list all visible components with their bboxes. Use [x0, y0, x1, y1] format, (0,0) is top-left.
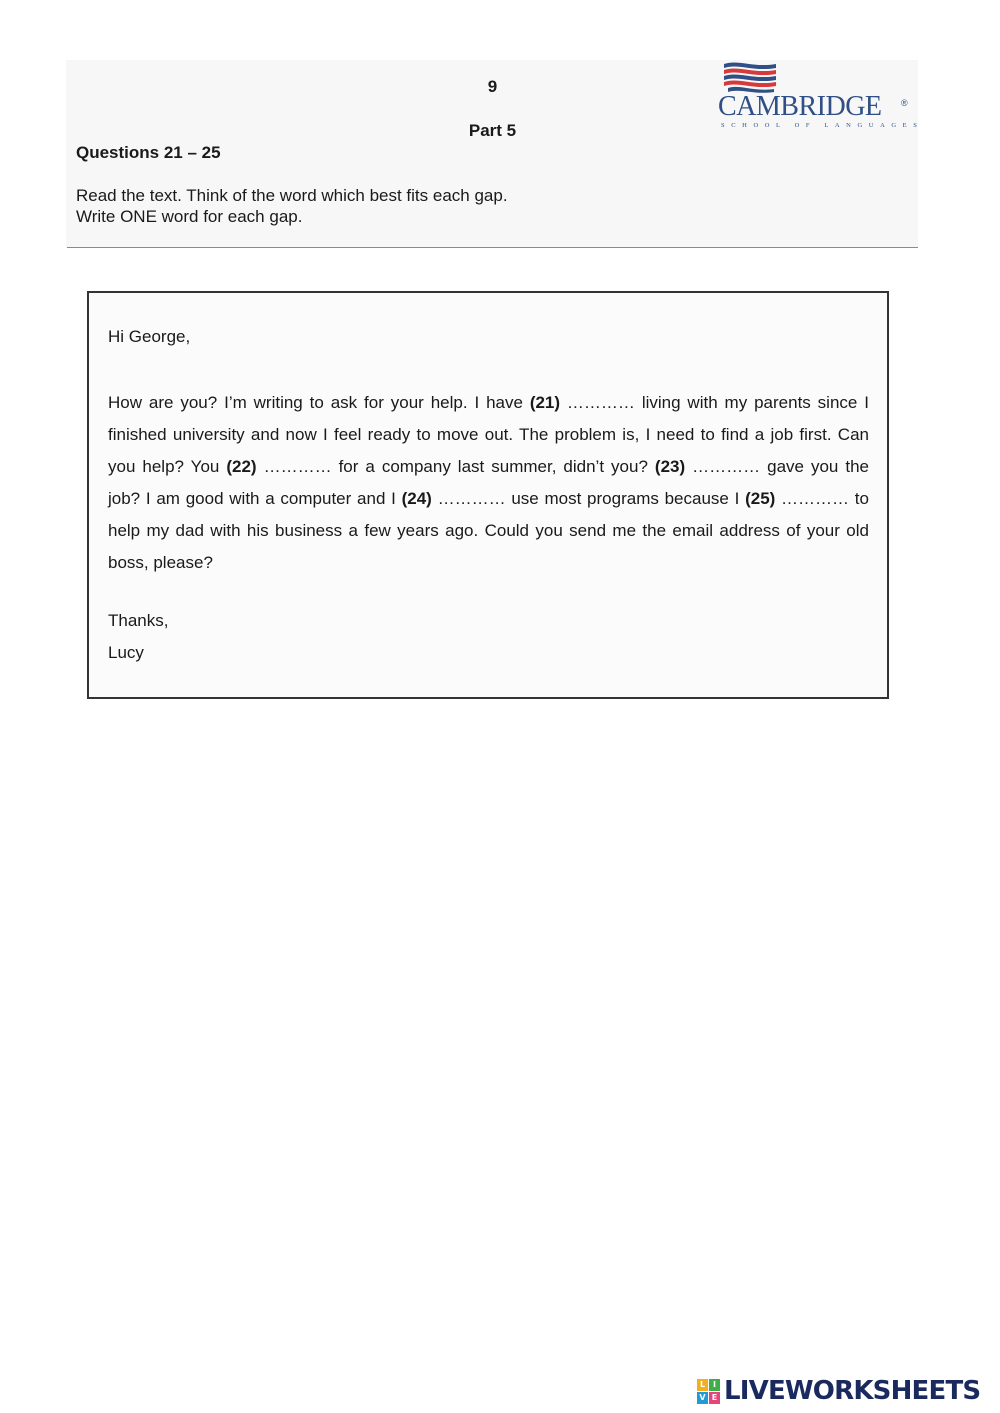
gap-21[interactable]	[530, 393, 642, 412]
logo-subtitle: SCHOOL OF LANGUAGES	[721, 122, 924, 129]
instruction-line: Read the text. Think of the word which best fits each gap.	[76, 186, 508, 205]
gap-dots[interactable]: …………	[431, 489, 512, 508]
letter-body	[108, 387, 869, 579]
letter-blocks-icon	[697, 1379, 721, 1405]
gap-dots[interactable]: …………	[775, 489, 855, 508]
cambridge-logo	[718, 60, 924, 132]
liveworksheets-logo	[697, 1377, 997, 1409]
letter-text-segment: to help my dad with his business a few years ago. Could you send me the email address of your old boss, please?	[108, 489, 869, 572]
letter-text-segment: gave you the job? I am good with a computer and I	[108, 457, 870, 508]
gap-number: (22)	[226, 457, 257, 476]
gap-number: (25)	[745, 489, 776, 508]
block-square: E	[709, 1392, 720, 1404]
gap-dots[interactable]: …………	[256, 457, 339, 476]
letter-greeting: Hi George,	[108, 327, 191, 346]
block-square: L	[697, 1379, 708, 1391]
letter-box	[87, 291, 889, 699]
letter-signature: Lucy	[108, 643, 144, 662]
letter-text-segment: How are you? I’m writing to ask for your help. I have	[108, 393, 530, 412]
letter-signoff: Thanks,	[108, 611, 169, 630]
letter-text-segment: living with my parents since I finished university and now I feel ready to move out. The problem is, I need to find a job first. Can you help? You	[108, 393, 869, 476]
questions-title: Questions 21 – 25	[76, 143, 221, 162]
brand-wordmark: LIVEWORKSHEETS	[724, 1376, 981, 1406]
gap-23[interactable]	[655, 457, 767, 476]
gap-number: (21)	[529, 393, 561, 412]
gap-number: (24)	[401, 489, 432, 508]
instructions	[76, 185, 508, 227]
block-square: V	[697, 1392, 708, 1404]
header-divider	[67, 247, 918, 248]
registered-mark: ®	[901, 98, 908, 108]
letter-text-segment: for a company last summer, didn’t you?	[338, 457, 655, 476]
page-number: 9	[487, 77, 498, 96]
letter-text-segment: use most programs because I	[511, 489, 746, 508]
gap-dots[interactable]: …………	[560, 393, 642, 412]
part-title: Part 5	[468, 121, 517, 140]
gap-25[interactable]	[745, 489, 855, 508]
gap-24[interactable]	[402, 489, 512, 508]
gap-number: (23)	[654, 457, 686, 476]
instruction-line: Write ONE word for each gap.	[76, 207, 303, 226]
gap-22[interactable]	[226, 457, 338, 476]
gap-dots[interactable]: …………	[685, 457, 768, 476]
block-square: I	[709, 1379, 720, 1391]
logo-wordmark: CAMBRIDGE	[718, 91, 882, 122]
